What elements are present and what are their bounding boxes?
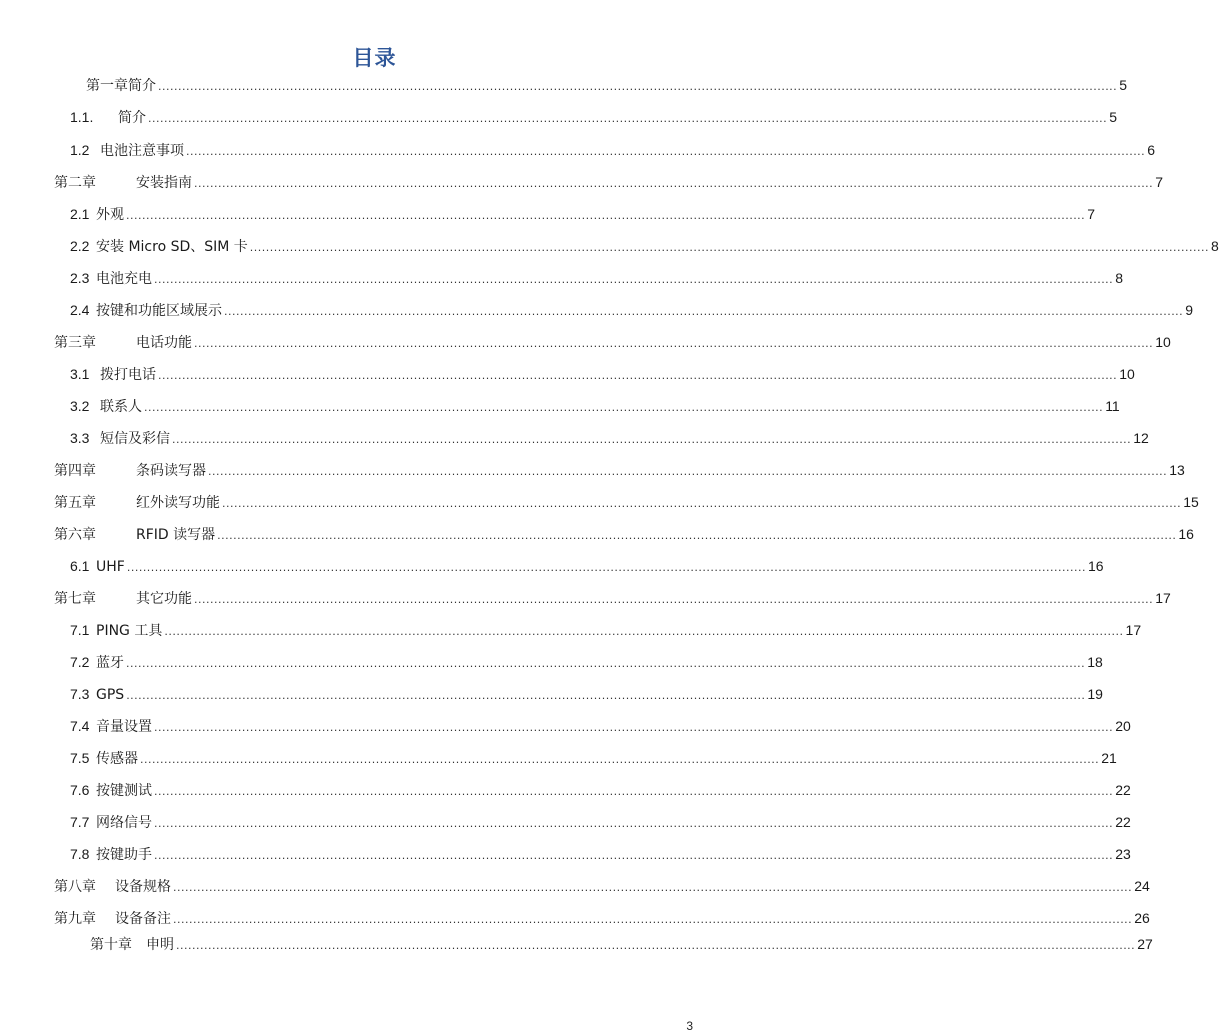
toc-entry-page: 23: [1115, 846, 1131, 862]
toc-entry-page: 21: [1101, 750, 1117, 766]
toc-leader-dots: ................................................................................................................................................................................................................................................: [194, 593, 1154, 606]
toc-entry-label: 网络信号: [96, 815, 152, 831]
toc-entry-page: 15: [1183, 494, 1199, 510]
toc-entry[interactable]: [70, 300, 1193, 320]
toc-leader-dots: ................................................................................................................................................................................................................................................: [217, 529, 1177, 542]
toc-entry[interactable]: [70, 748, 1117, 768]
toc-entry-page: 12: [1133, 430, 1149, 446]
toc-entry-label: 其它功能: [136, 591, 192, 607]
toc-leader-dots: ................................................................................................................................................................................................................................................: [126, 561, 1087, 574]
toc-entry-number: 第四章: [54, 462, 96, 478]
toc-leader-dots: ................................................................................................................................................................................................................................................: [154, 817, 1114, 830]
toc-entry[interactable]: [70, 556, 1104, 576]
toc-entry-label: 申明: [146, 937, 174, 953]
toc-entry[interactable]: [70, 428, 1149, 448]
toc-leader-dots: ................................................................................................................................................................................................................................................: [194, 177, 1154, 190]
toc-entry-page: 10: [1119, 366, 1135, 382]
toc-entry-page: 11: [1105, 398, 1120, 414]
toc-leader-dots: ................................................................................................................................................................................................................................................: [158, 369, 1118, 382]
toc-entry-number: 6.1: [70, 558, 90, 574]
toc-entry-label: UHF: [96, 559, 125, 575]
toc-entry-page: 17: [1125, 622, 1142, 638]
toc-entry-label: 蓝牙: [96, 655, 124, 671]
toc-entry-page: 9: [1185, 302, 1193, 318]
toc-entry-number: 2.3: [70, 270, 90, 286]
toc-entry[interactable]: [54, 876, 1150, 896]
toc-entry[interactable]: [70, 652, 1103, 672]
toc-entry-label: 条码读写器: [136, 463, 206, 479]
toc-entry[interactable]: [70, 364, 1135, 384]
toc-entry-label: 设备备注: [115, 911, 171, 927]
toc-entry[interactable]: [54, 332, 1171, 352]
toc-entry-page: 7: [1087, 206, 1095, 222]
toc-entry-label: 第一章简介: [86, 78, 156, 94]
toc-entry-number: 第八章: [54, 878, 96, 894]
toc-entry-label: 外观: [96, 207, 124, 223]
toc-leader-dots: ................................................................................................................................................................................................................................................: [224, 305, 1184, 318]
toc-entry-label: 电话功能: [136, 335, 192, 351]
toc-entry-label: GPS: [96, 687, 125, 703]
toc-entry-page: 8: [1115, 270, 1123, 286]
toc-entry-label: 红外读写功能: [136, 495, 220, 511]
toc-entry-number: 3.3: [70, 430, 90, 446]
toc-entry[interactable]: [86, 75, 1127, 95]
toc-entry-page: 16: [1088, 558, 1104, 574]
toc-entry-page: 27: [1137, 936, 1153, 952]
toc-entry-number: 第五章: [54, 494, 96, 510]
toc-entry[interactable]: [70, 140, 1155, 160]
toc-entry-page: 5: [1109, 109, 1117, 125]
toc-entry[interactable]: [54, 908, 1150, 928]
toc-entry-page: 26: [1134, 910, 1150, 926]
toc-leader-dots: ................................................................................................................................................................................................................................................: [148, 112, 1108, 125]
toc-entry-label: 电池充电: [96, 271, 152, 287]
toc-entry-number: 第二章: [54, 174, 96, 190]
toc-entry-label: 电池注意事项: [100, 143, 184, 159]
toc-entry-page: 6: [1147, 142, 1155, 158]
toc-entry-page: 8: [1210, 238, 1219, 254]
toc-entry-label: 拨打电话: [100, 367, 156, 383]
toc-entry[interactable]: [70, 716, 1131, 736]
toc-entry-number: 7.7: [70, 814, 90, 830]
toc-entry-number: 7.2: [70, 654, 90, 670]
toc-entry-label: 按键和功能区域展示: [96, 303, 222, 319]
toc-leader-dots: ................................................................................................................................................................................................................................................: [186, 145, 1146, 158]
toc-leader-dots: ................................................................................................................................................................................................................................................: [173, 881, 1133, 894]
toc-entry[interactable]: [54, 172, 1163, 192]
toc-leader-dots: ................................................................................................................................................................................................................................................: [208, 465, 1168, 478]
toc-entry-page: 18: [1087, 654, 1103, 670]
toc-entry-number: 7.6: [70, 782, 90, 798]
toc-entry[interactable]: [54, 460, 1185, 480]
toc-entry-number: 3.1: [70, 366, 90, 382]
toc-entry-page: 20: [1115, 718, 1131, 734]
toc-entry[interactable]: [70, 620, 1142, 640]
toc-entry[interactable]: [70, 268, 1123, 288]
toc-entry-page: 13: [1169, 462, 1185, 478]
toc-entry-page: 22: [1115, 814, 1131, 830]
toc-entry[interactable]: [90, 934, 1153, 954]
toc-entry-number: 第十章: [90, 936, 132, 952]
toc-entry[interactable]: [70, 684, 1103, 704]
toc-entry-page: 16: [1178, 526, 1194, 542]
toc-leader-dots: ................................................................................................................................................................................................................................................: [154, 721, 1114, 734]
toc-leader-dots: ................................................................................................................................................................................................................................................: [173, 913, 1133, 926]
toc-entry[interactable]: [70, 236, 1219, 256]
toc-leader-dots: ................................................................................................................................................................................................................................................: [158, 80, 1118, 93]
toc-entry-label: 短信及彩信: [100, 431, 170, 447]
toc-leader-dots: ................................................................................................................................................................................................................................................: [154, 785, 1114, 798]
toc-leader-dots: ................................................................................................................................................................................................................................................: [164, 625, 1124, 638]
toc-leader-dots: ................................................................................................................................................................................................................................................: [222, 497, 1182, 510]
toc-entry-number: 7.3: [70, 686, 90, 702]
toc-entry[interactable]: [54, 588, 1171, 608]
toc-entry-label: 音量设置: [96, 719, 152, 735]
toc-entry-page: 24: [1134, 878, 1150, 894]
toc-entry[interactable]: [54, 524, 1194, 544]
page-title: 目录: [352, 46, 397, 70]
toc-entry-number: 7.8: [70, 846, 90, 862]
toc-entry-number: 第六章: [54, 526, 96, 542]
toc-leader-dots: ................................................................................................................................................................................................................................................: [144, 401, 1104, 414]
toc-entry-number: 第七章: [54, 590, 96, 606]
toc-leader-dots: ................................................................................................................................................................................................................................................: [126, 657, 1086, 670]
toc-entry-label: 传感器: [96, 751, 138, 767]
toc-leader-dots: ................................................................................................................................................................................................................................................: [140, 753, 1100, 766]
toc-entry-label: 按键助手: [96, 847, 152, 863]
toc-entry[interactable]: [70, 107, 1117, 127]
toc-entry-label: PING 工具: [96, 623, 163, 639]
toc-leader-dots: ................................................................................................................................................................................................................................................: [154, 849, 1114, 862]
toc-entry[interactable]: [70, 396, 1120, 416]
toc-leader-dots: ................................................................................................................................................................................................................................................: [172, 433, 1132, 446]
toc-leader-dots: ................................................................................................................................................................................................................................................: [249, 241, 1209, 254]
toc-entry-number: 2.4: [70, 302, 90, 318]
toc-entry-number: 第九章: [54, 910, 96, 926]
toc-entry-page: 7: [1155, 174, 1163, 190]
toc-entry-number: 第三章: [54, 334, 96, 350]
toc-entry-number: 2.1: [70, 206, 90, 222]
toc-entry-label: RFID 读写器: [136, 527, 216, 543]
toc-entry[interactable]: [70, 844, 1131, 864]
toc-entry-label: 安装 Micro SD、SIM 卡: [96, 239, 248, 255]
toc-entry-page: 10: [1155, 334, 1171, 350]
toc-entry-number: 3.2: [70, 398, 90, 414]
table-of-contents: [0, 72, 1219, 972]
toc-entry-number: 7.4: [70, 718, 90, 734]
toc-entry-label: 设备规格: [115, 879, 171, 895]
toc-leader-dots: ................................................................................................................................................................................................................................................: [176, 939, 1136, 952]
toc-entry-label: 联系人: [100, 399, 142, 415]
toc-leader-dots: ................................................................................................................................................................................................................................................: [126, 689, 1086, 702]
toc-leader-dots: ................................................................................................................................................................................................................................................: [126, 209, 1086, 222]
toc-leader-dots: ................................................................................................................................................................................................................................................: [154, 273, 1114, 286]
toc-entry-page: 17: [1155, 590, 1171, 606]
toc-entry[interactable]: [70, 812, 1131, 832]
toc-entry-number: 7.5: [70, 750, 90, 766]
toc-entry[interactable]: [54, 492, 1199, 512]
toc-entry-page: 22: [1115, 782, 1131, 798]
toc-entry-page: 5: [1119, 77, 1127, 93]
toc-entry-label: 简介: [118, 110, 146, 126]
toc-entry-number: 2.2: [70, 238, 90, 254]
toc-entry-number: 7.1: [70, 622, 90, 638]
toc-entry-label: 安装指南: [136, 175, 192, 191]
toc-entry-number: 1.1.: [70, 109, 94, 125]
toc-entry-label: 按键测试: [96, 783, 152, 799]
toc-entry-page: 19: [1087, 686, 1103, 702]
footer-page-number: 3: [686, 1019, 693, 1033]
toc-entry[interactable]: [70, 204, 1095, 224]
toc-entry[interactable]: [70, 780, 1131, 800]
toc-leader-dots: ................................................................................................................................................................................................................................................: [194, 337, 1154, 350]
toc-entry-number: 1.2: [70, 142, 90, 158]
